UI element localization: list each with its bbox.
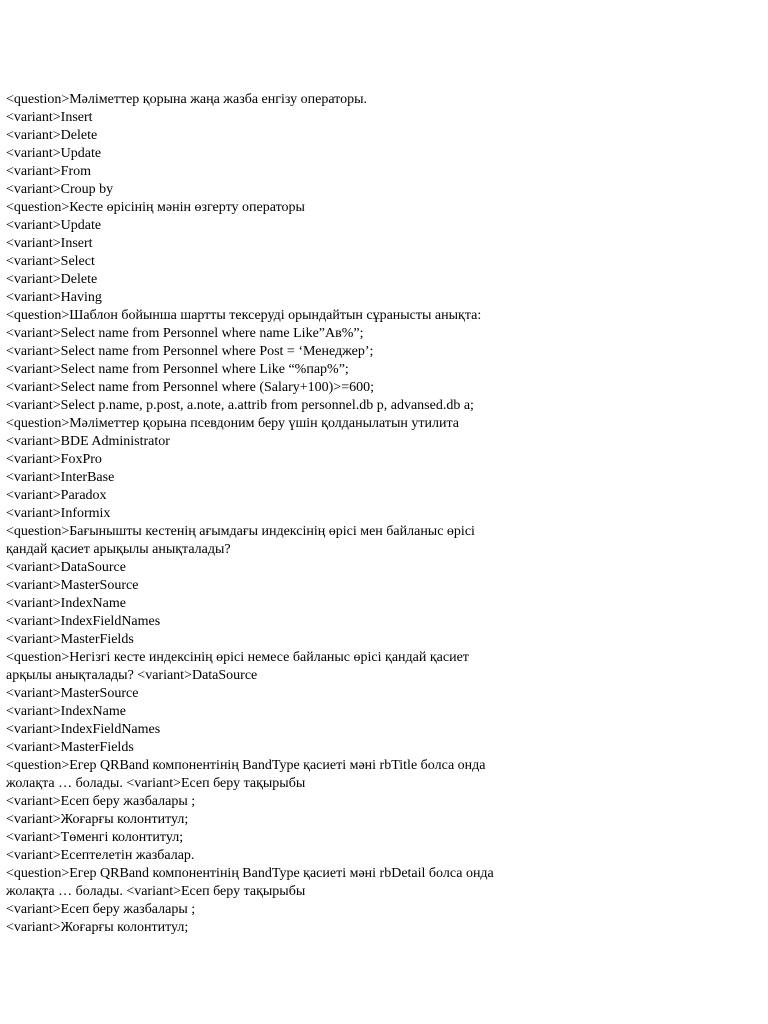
variant-line: <variant>Paradox [6,488,107,503]
question-line: <question>Мәліметтер қорына псевдоним беру үшін қолданылатын утилита [6,416,459,431]
question-line-continued: жолақта … болады. <variant>Есеп беру тақырыбы [6,776,306,791]
variant-line: <variant>MasterFields [6,632,134,647]
variant-line: <variant>Select p.name, p.post, a.note, a.attrib from personnel.db p, advansed.db a; [6,398,474,413]
variant-line: <variant>Informix [6,506,111,521]
variant-line: <variant>Delete [6,128,98,143]
variant-line: <variant>InterBase [6,470,115,485]
question-line: <question>Егер QRBand компонентінің BandType қасиеті мәні rbTitle болса онда [6,758,486,773]
variant-line: <variant>MasterSource [6,578,139,593]
variant-line: <variant>IndexName [6,704,126,719]
variant-line: <variant>IndexFieldNames [6,614,161,629]
variant-line: <variant>BDE Administrator [6,434,170,449]
variant-line: <variant>IndexFieldNames [6,722,161,737]
document-page [6,91,566,937]
question-line: <question>Мәліметтер қорына жаңа жазба енгізу операторы. [6,92,368,107]
variant-line: <variant>Select name from Personnel where name Like”Ав%”; [6,326,364,341]
question-line: <question>Негізгі кесте индексінің өрісі немесе байланыс өрісі қандай қасиет [6,650,469,665]
question-line-continued: қандай қасиет арықылы анықталады? [6,542,231,557]
variant-line: <variant>MasterSource [6,686,139,701]
variant-line: <variant>Жоғарғы колонтитул; [6,920,189,935]
variant-line: <variant>DataSource [6,560,126,575]
question-line: <question>Кесте өрісінің мәнін өзгерту операторы [6,200,305,215]
question-line: <question>Бағынышты кестенің ағымдағы индексінің өрісі мен байланыс өрісі [6,524,475,539]
variant-line: <variant>FoxPro [6,452,102,467]
question-line: <question>Шаблон бойынша шартты тексеруді орындайтын сұранысты анықта: [6,308,482,323]
variant-line: <variant>Having [6,290,102,305]
variant-line: <variant>Select [6,254,95,269]
variant-line: <variant>Есеп беру жазбалары ; [6,794,196,809]
question-line-continued: арқылы анықталады? <variant>DataSource [6,668,258,683]
variant-line: <variant>Select name from Personnel where Like “%пар%”; [6,362,349,377]
variant-line: <variant>Төменгі колонтитул; [6,830,184,845]
question-line: <question>Егер QRBand компонентінің BandType қасиеті мәні rbDetail болса онда [6,866,494,881]
variant-line: <variant>Есептелетін жазбалар. [6,848,195,863]
variant-line: <variant>Insert [6,236,93,251]
variant-line: <variant>IndexName [6,596,126,611]
variant-line: <variant>Update [6,146,102,161]
variant-line: <variant>Insert [6,110,93,125]
variant-line: <variant>Delete [6,272,98,287]
variant-line: <variant>MasterFields [6,740,134,755]
variant-line: <variant>Жоғарғы колонтитул; [6,812,189,827]
variant-line: <variant>Croup by [6,182,114,197]
variant-line: <variant>Update [6,218,102,233]
question-line-continued: жолақта … болады. <variant>Есеп беру тақырыбы [6,884,306,899]
variant-line: <variant>Есеп беру жазбалары ; [6,902,196,917]
variant-line: <variant>Select name from Personnel where (Salary+100)>=600; [6,380,374,395]
variant-line: <variant>Select name from Personnel where Post = ‘Менеджер’; [6,344,374,359]
variant-line: <variant>From [6,164,91,179]
